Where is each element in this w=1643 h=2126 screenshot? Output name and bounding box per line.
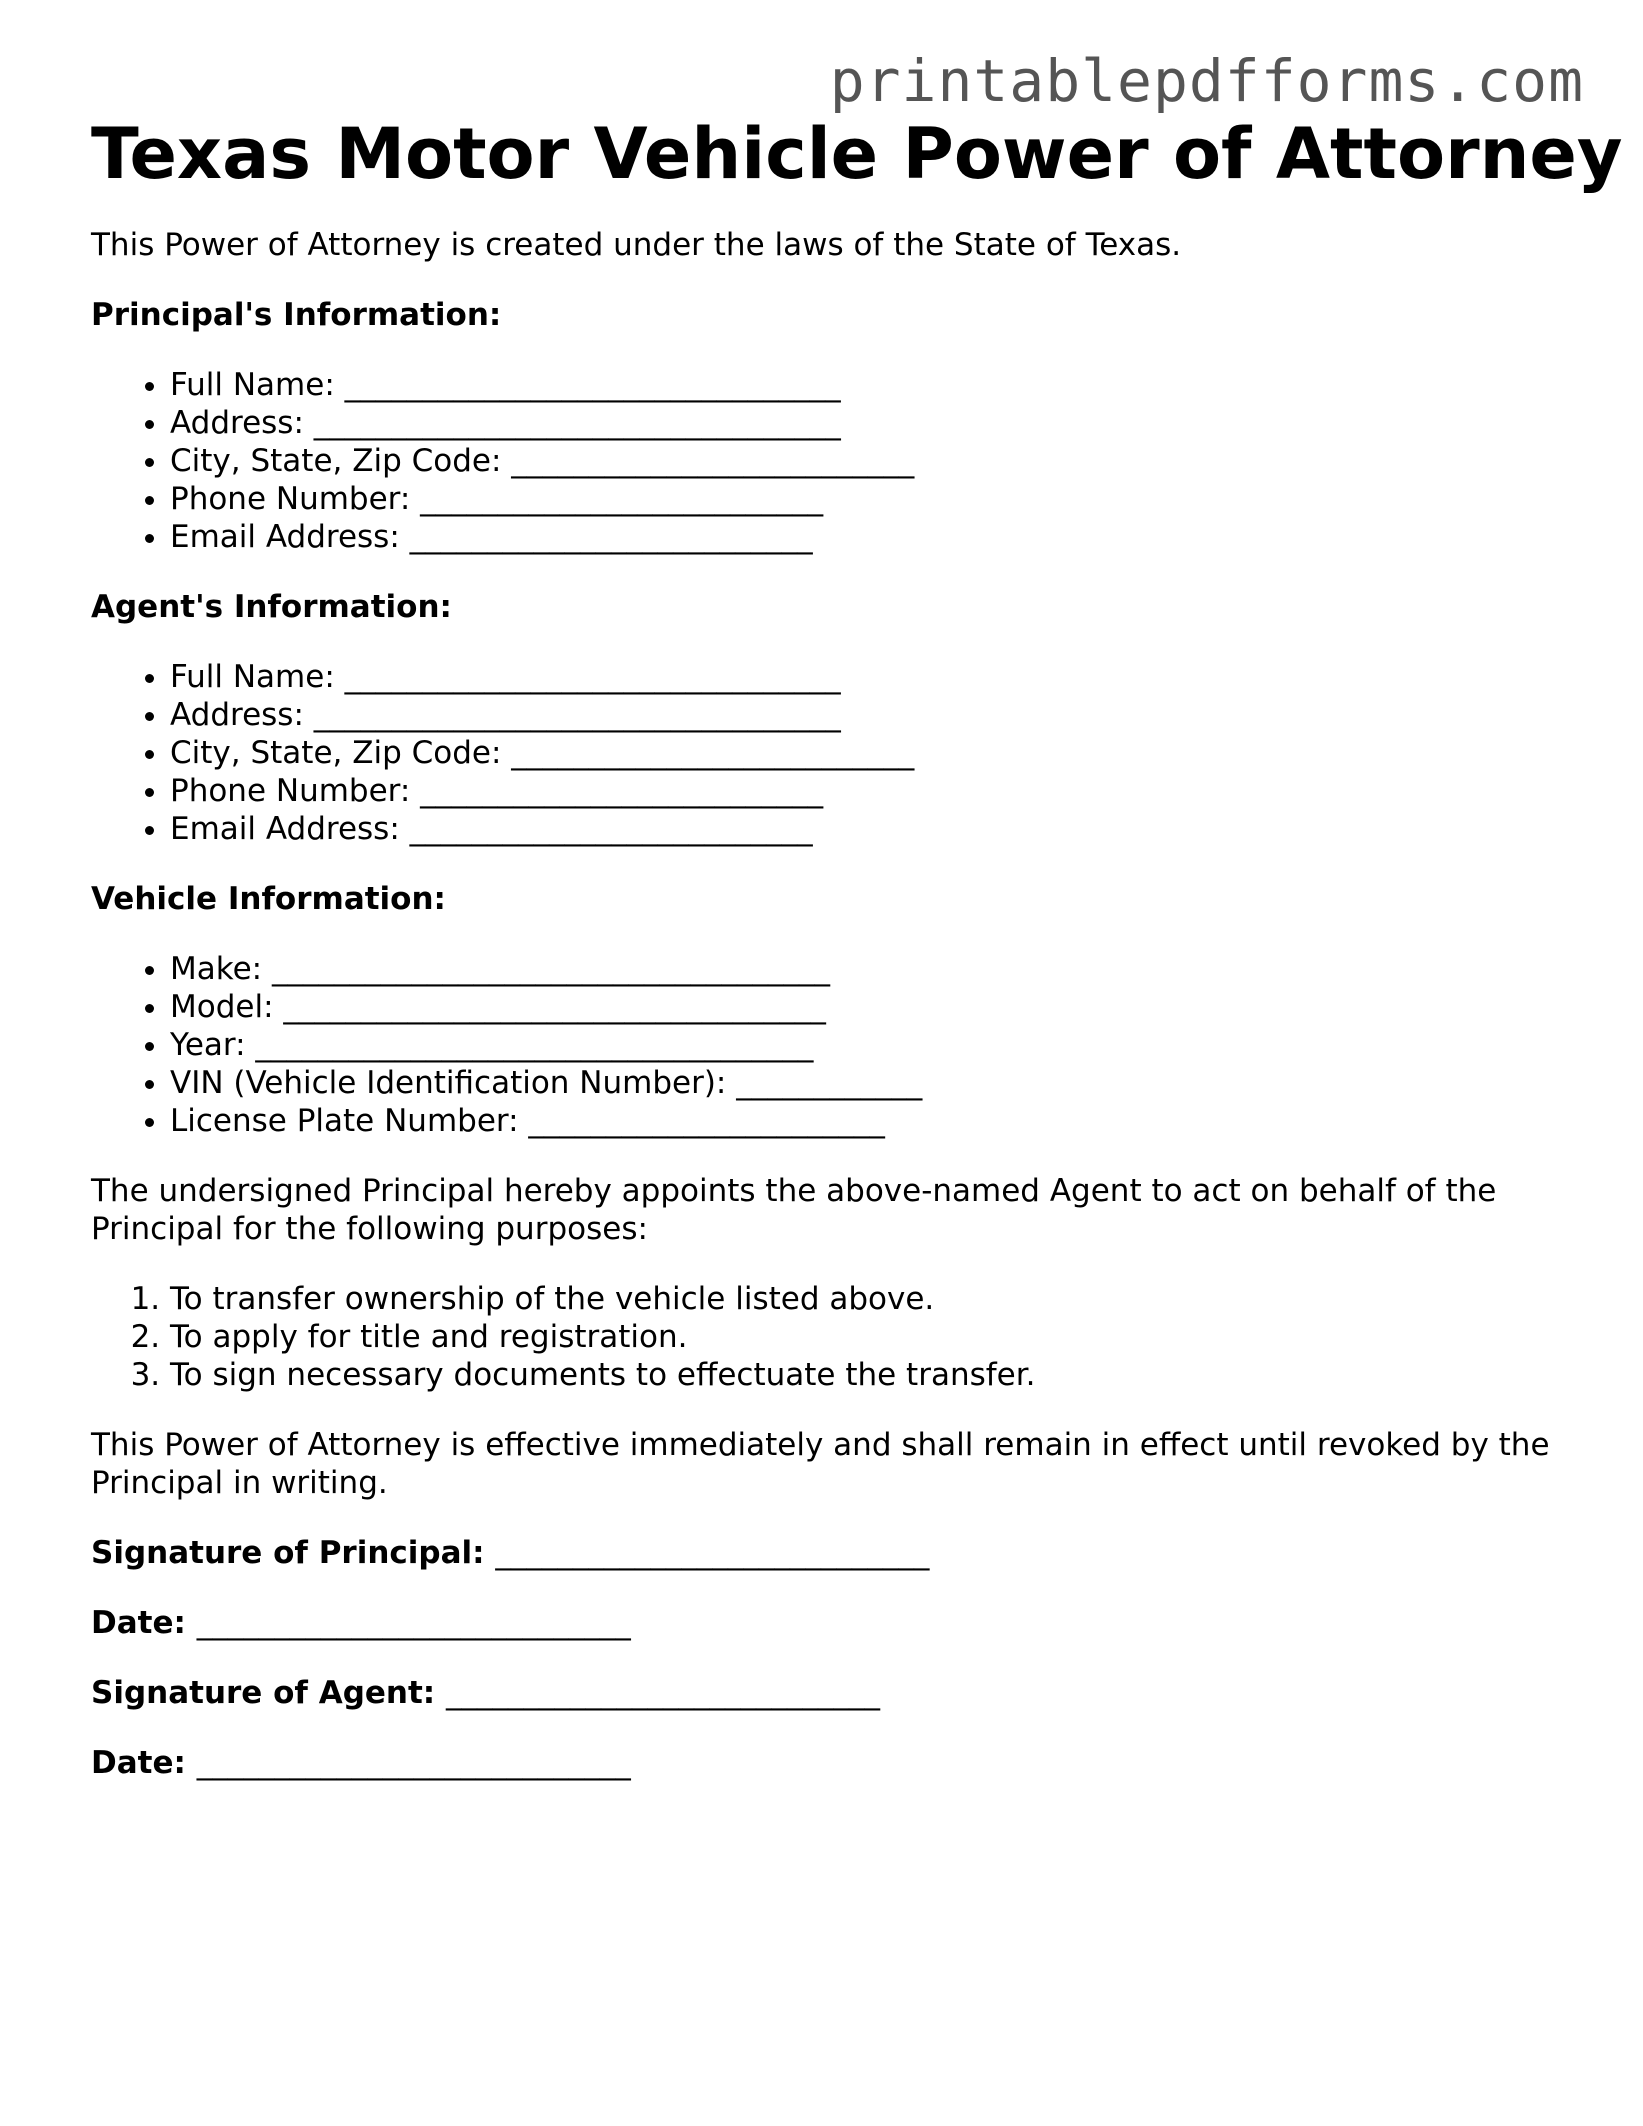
field-label: Phone Number:	[170, 481, 411, 517]
principal-address-field	[170, 404, 1561, 442]
field-label: Full Name:	[170, 367, 335, 403]
field-label: Phone Number:	[170, 773, 411, 809]
agent-full-name-field	[170, 658, 1561, 696]
field-label: License Plate Number:	[170, 1103, 519, 1139]
fill-in-blank[interactable]: _______________________	[528, 1103, 885, 1139]
field-label: Make:	[170, 951, 263, 987]
fill-in-blank[interactable]: ___________________________________	[283, 989, 826, 1025]
fill-in-blank[interactable]: ____________________________________	[255, 1027, 814, 1063]
purposes-list	[91, 1280, 1561, 1394]
signature-label: Signature of Agent:	[91, 1675, 436, 1711]
fill-in-blank[interactable]: __________________________	[420, 773, 824, 809]
vehicle-make-field	[170, 950, 1561, 988]
agent-phone-field	[170, 772, 1561, 810]
fill-in-blank[interactable]: __________________________	[511, 735, 915, 771]
date-blank[interactable]: ____________________________	[196, 1745, 631, 1781]
field-label: City, State, Zip Code:	[170, 443, 502, 479]
principal-phone-field	[170, 480, 1561, 518]
fill-in-blank[interactable]: __________________________	[409, 811, 813, 847]
signature-blank[interactable]: ____________________________	[446, 1675, 880, 1711]
field-label: Address:	[170, 405, 304, 441]
effective-paragraph: This Power of Attorney is effective immediately and shall remain in effect until revoked by the Principal in writing.	[91, 1427, 1550, 1501]
vehicle-model-field	[170, 988, 1561, 1026]
field-label: Model:	[170, 989, 274, 1025]
vehicle-license-plate-field	[170, 1102, 1561, 1140]
fill-in-blank[interactable]: __________________________	[511, 443, 915, 479]
vehicle-vin-field	[170, 1064, 1561, 1102]
field-label: Full Name:	[170, 659, 335, 695]
fill-in-blank[interactable]: ________________________________	[344, 367, 841, 403]
principal-field-list	[91, 366, 1561, 556]
fill-in-blank[interactable]: __________________________________	[313, 405, 841, 441]
agent-date-line	[91, 1744, 1561, 1782]
purpose-item: 2. To apply for title and registration.	[170, 1318, 1561, 1356]
document-content	[91, 112, 1623, 1814]
field-label: Email Address:	[170, 811, 400, 847]
intro-paragraph: This Power of Attorney is created under the laws of the State of Texas.	[91, 227, 1182, 263]
field-label: Year:	[170, 1027, 246, 1063]
agent-heading: Agent's Information:	[91, 589, 452, 625]
agent-city-state-zip-field	[170, 734, 1561, 772]
watermark: printablepdfforms.com	[829, 47, 1584, 115]
agent-field-list	[91, 658, 1561, 848]
agent-email-field	[170, 810, 1561, 848]
purpose-item: 3. To sign necessary documents to effectuate the transfer.	[170, 1356, 1561, 1394]
date-label: Date:	[91, 1745, 186, 1781]
vehicle-heading: Vehicle Information:	[91, 881, 446, 917]
fill-in-blank[interactable]: ________________________________	[344, 659, 841, 695]
field-label: City, State, Zip Code:	[170, 735, 502, 771]
fill-in-blank[interactable]: ____________________________________	[271, 951, 830, 987]
agent-signature-line	[91, 1674, 1561, 1712]
vehicle-field-list	[91, 950, 1561, 1140]
fill-in-blank[interactable]: __________________________________	[313, 697, 841, 733]
agent-address-field	[170, 696, 1561, 734]
fill-in-blank[interactable]: ____________	[736, 1065, 923, 1101]
field-label: Email Address:	[170, 519, 400, 555]
principal-full-name-field	[170, 366, 1561, 404]
signature-blank[interactable]: ____________________________	[495, 1535, 930, 1571]
principal-date-line	[91, 1604, 1561, 1642]
vehicle-year-field	[170, 1026, 1561, 1064]
principal-city-state-zip-field	[170, 442, 1561, 480]
date-blank[interactable]: ____________________________	[196, 1605, 631, 1641]
date-label: Date:	[91, 1605, 186, 1641]
field-label: VIN (Vehicle Identification Number):	[170, 1065, 727, 1101]
field-label: Address:	[170, 697, 304, 733]
principal-heading: Principal's Information:	[91, 297, 502, 333]
appointment-paragraph: The undersigned Principal hereby appoints the above-named Agent to act on behalf of the Principal for the following purposes:	[91, 1173, 1497, 1247]
fill-in-blank[interactable]: __________________________	[420, 481, 824, 517]
principal-signature-line	[91, 1534, 1561, 1572]
principal-email-field	[170, 518, 1561, 556]
fill-in-blank[interactable]: __________________________	[409, 519, 813, 555]
signature-label: Signature of Principal:	[91, 1535, 485, 1571]
document-title: Texas Motor Vehicle Power of Attorney	[91, 113, 1623, 195]
purpose-item: 1. To transfer ownership of the vehicle listed above.	[170, 1280, 1561, 1318]
